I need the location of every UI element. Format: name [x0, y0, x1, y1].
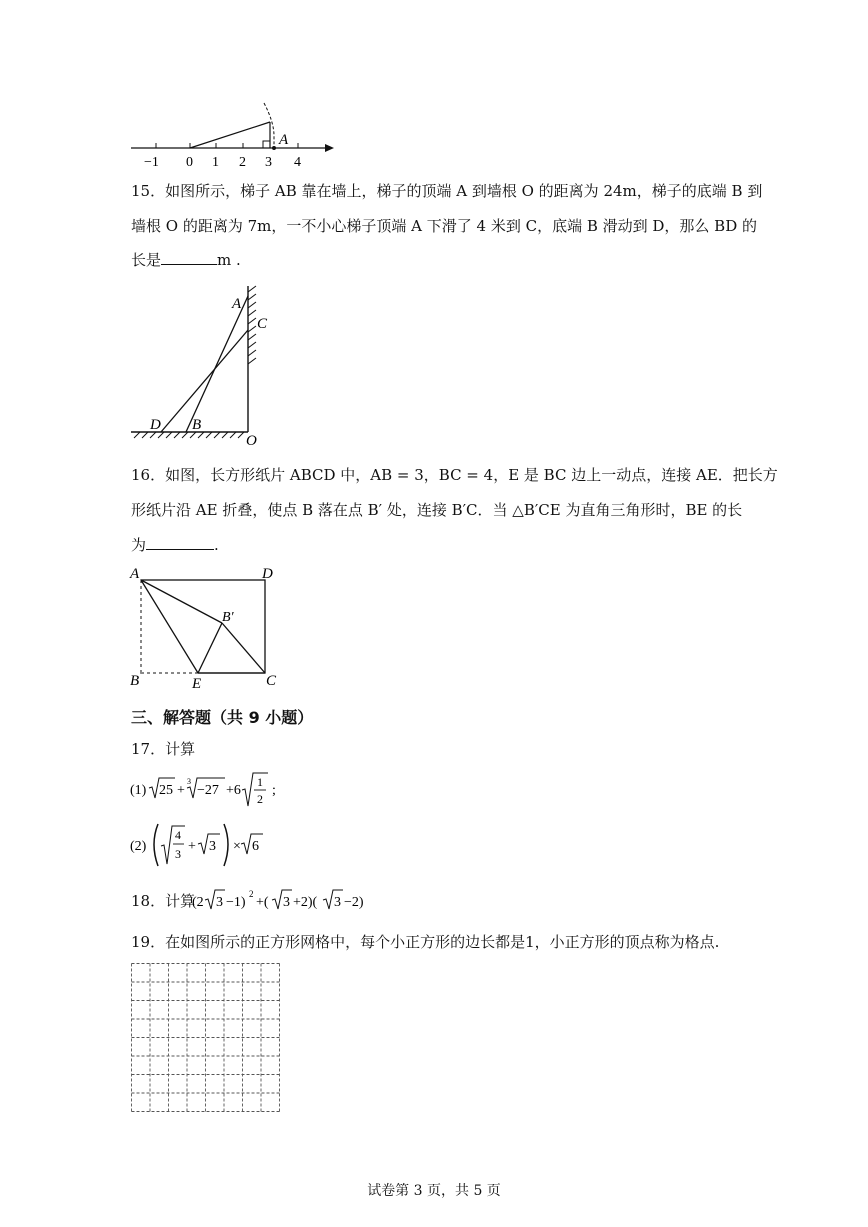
- right-paren-icon: [224, 824, 228, 866]
- point-A-label: A: [279, 132, 289, 148]
- hypotenuse-segment: [190, 122, 270, 148]
- label-C: C: [266, 673, 277, 689]
- svg-text:−2): −2): [344, 895, 364, 910]
- q18-expression: [192, 886, 382, 914]
- ladder-CD: [161, 330, 248, 432]
- svg-text:3: 3: [334, 895, 341, 910]
- compass-arc: [264, 103, 274, 150]
- svg-text:4: 4: [175, 828, 181, 842]
- q16-answer-blank[interactable]: [146, 535, 214, 550]
- q16-suffix: .: [214, 536, 219, 554]
- sqrt-symbol-icon: [161, 826, 185, 864]
- left-paren-icon: [154, 824, 158, 866]
- svg-text:2: 2: [249, 889, 254, 899]
- q18-label: 18．计算: [131, 892, 196, 910]
- svg-text:2: 2: [257, 792, 263, 806]
- q19-text: 19．在如图所示的正方形网格中，每个小正方形的边长都是1，小正方形的顶点称为格点.: [131, 933, 720, 951]
- q15-line-1: 15．如图所示，梯子 AB 靠在墙上，梯子的顶端 A 到墙根 O 的距离为 24m，梯子的底端 B 到: [131, 182, 763, 200]
- label-A: A: [130, 566, 140, 582]
- rectangle-ABCD: [141, 580, 265, 673]
- svg-text:−27: −27: [197, 783, 219, 798]
- svg-text:3: 3: [209, 839, 216, 854]
- svg-text:3: 3: [175, 847, 181, 861]
- q18-line: [131, 890, 195, 912]
- right-angle-mark: [263, 141, 270, 148]
- label-B: B: [192, 417, 202, 433]
- svg-text:+: +: [177, 783, 185, 798]
- q16-line-3: [131, 534, 219, 556]
- svg-text:3: 3: [283, 895, 290, 910]
- tick-label: −1: [144, 155, 159, 170]
- q15-line-2: 墙根 O 的距离为 7m，一不小心梯子顶端 A 下滑了 4 米到 C，底端 B 滑动到 D，那么 BD 的: [131, 217, 758, 235]
- tick-label: 2: [239, 155, 246, 170]
- ladder-figure: [128, 282, 278, 447]
- svg-text:;: ;: [272, 783, 276, 798]
- q15-suffix: m .: [217, 251, 241, 269]
- q15-prefix: 长是: [131, 251, 162, 269]
- tick-label: 1: [212, 155, 219, 170]
- q15-answer-blank[interactable]: [161, 250, 217, 265]
- svg-text:3: 3: [216, 895, 223, 910]
- label-B: B: [130, 673, 140, 689]
- tick-label: 0: [186, 155, 193, 170]
- q16-prefix: 为: [131, 536, 147, 554]
- number-line-figure: [128, 100, 338, 170]
- label-D: D: [262, 566, 273, 582]
- svg-text:+: +: [188, 839, 196, 854]
- svg-text:×: ×: [233, 839, 241, 854]
- square-grid-figure: [130, 962, 282, 1114]
- svg-text:1: 1: [257, 775, 263, 789]
- svg-text:+(: +(: [256, 895, 269, 910]
- rectangle-fold-figure: [128, 563, 288, 693]
- segment-B-prime-C: [222, 623, 265, 673]
- tick-label: 3: [265, 155, 272, 170]
- segment-AB-prime: [141, 580, 222, 623]
- q15-line-3: [131, 249, 241, 271]
- point-A-dot: [272, 146, 276, 150]
- sqrt-symbol-icon: [242, 773, 268, 806]
- page-footer: 试卷第 3 页，共 5 页: [367, 1183, 501, 1199]
- svg-text:6: 6: [252, 839, 259, 854]
- svg-text:+2)(: +2)(: [293, 895, 318, 910]
- segment-B-prime-E: [198, 623, 222, 673]
- q17-part2-expression: [130, 818, 270, 870]
- ladder-AB: [186, 296, 248, 432]
- svg-text:+6: +6: [226, 783, 241, 798]
- label-O: O: [246, 433, 257, 447]
- label-A: A: [232, 296, 242, 312]
- svg-text:25: 25: [159, 783, 173, 798]
- q17-title: 17．计算: [131, 740, 196, 758]
- axis-arrow-icon: [325, 144, 334, 152]
- svg-text:(2: (2: [192, 895, 204, 910]
- part2-label: (2): [130, 839, 147, 854]
- svg-text:−1): −1): [226, 895, 246, 910]
- label-D: D: [150, 417, 161, 433]
- label-C: C: [257, 316, 268, 332]
- label-E: E: [192, 676, 202, 692]
- segment-AE: [141, 580, 198, 673]
- q16-line-2: 形纸片沿 AE 折叠，使点 B 落在点 B′ 处，连接 B′C．当 △B′CE 为直角三角形时，BE 的长: [131, 501, 743, 519]
- section-heading: 三、解答题（共 9 小题）: [131, 708, 314, 727]
- tick-label: 4: [294, 155, 301, 170]
- part1-label: (1): [130, 783, 147, 798]
- q17-part1-expression: [130, 770, 290, 810]
- svg-text:3: 3: [187, 777, 191, 786]
- label-B-prime: B′: [222, 610, 234, 625]
- q16-line-1: 16．如图，长方形纸片 ABCD 中，AB = 3，BC = 4，E 是 BC 边上一动点，连接 AE．把长方: [131, 466, 778, 484]
